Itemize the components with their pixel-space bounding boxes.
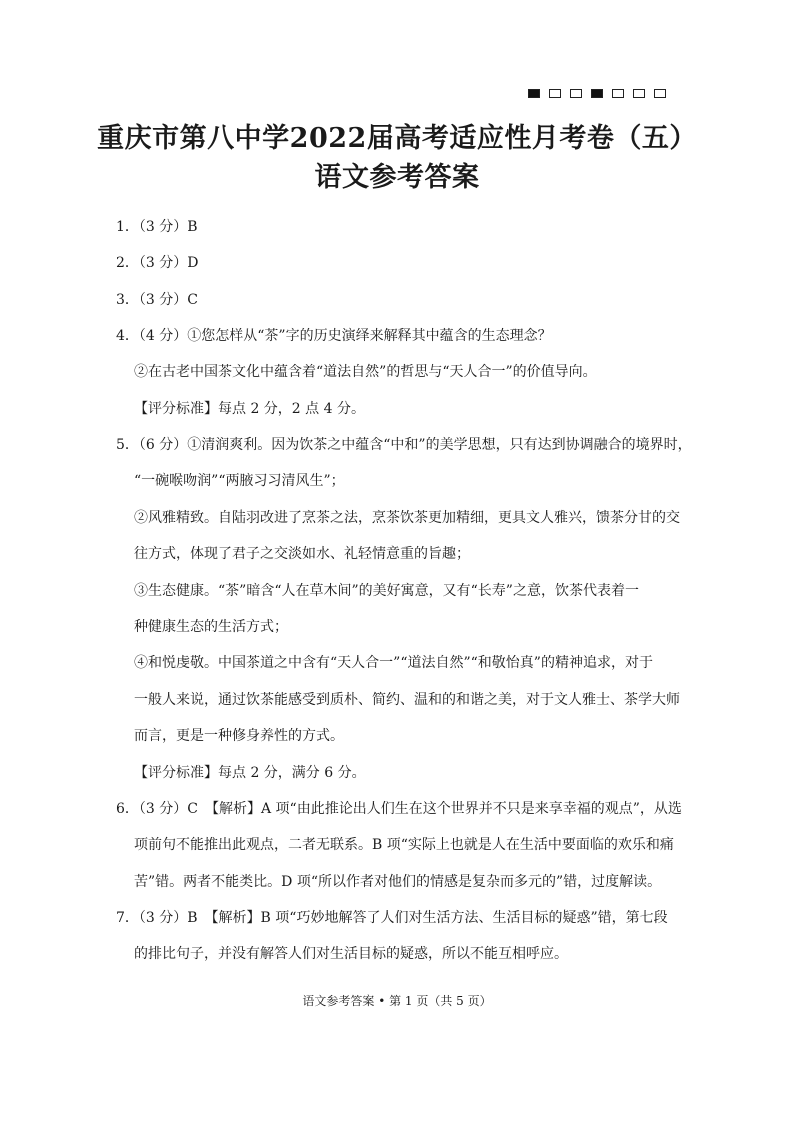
answer-line: 6．（3 分）C 【解析】A 项“由此推论出人们生在这个世界并不只是来享幸福的观点”，从选 xyxy=(116,801,682,817)
square-mark xyxy=(549,89,561,98)
answer-line: 5．（6 分）①清润爽利。因为饮茶之中蕴含“中和”的美学思想，只有达到协调融合的境界时， xyxy=(116,437,692,453)
answer-line: 7．（3 分）B 【解析】B 项“巧妙地解答了人们对生活方法、生活目标的疑惑”错，第七段 xyxy=(116,910,668,926)
answer-line: 的排比句子，并没有解答人们对生活目标的疑惑，所以不能互相呼应。 xyxy=(134,946,568,962)
scoring-line: 【评分标准】每点 2 分，满分 6 分。 xyxy=(134,765,366,781)
square-mark xyxy=(570,89,582,98)
answer-line: ③生态健康。“茶”暗含“人在草木间”的美好寓意，又有“长寿”之意，饮茶代表着一 xyxy=(134,583,639,599)
square-mark xyxy=(591,89,603,98)
answer-line: 种健康生态的生活方式； xyxy=(134,619,288,635)
answer-line: 项前句不能推出此观点，二者无联系。B 项“实际上也就是人在生活中要面临的欢乐和痛 xyxy=(134,837,674,853)
answer-line: ④和悦虔敬。中国茶道之中含有“天人合一”“道法自然”“和敬怡真”的精神追求，对于 xyxy=(134,655,653,671)
document-subtitle: 语文参考答案 xyxy=(314,162,480,193)
header-square-marks xyxy=(528,89,666,98)
answer-line: ②在古老中国茶文化中蕴含着“道法自然”的哲思与“天人合一”的价值导向。 xyxy=(134,364,597,380)
answer-line: 往方式，体现了君子之交淡如水、礼轻情意重的旨趣； xyxy=(134,546,470,562)
document-title: 重庆市第八中学2022届高考适应性月考卷（五） xyxy=(97,123,697,154)
answer-line: 4．（4 分）①您怎样从“茶”字的历史演绎来解释其中蕴含的生态理念？ xyxy=(116,328,552,344)
answer-line: ②风雅精致。自陆羽改进了烹茶之法，烹茶饮茶更加精细，更具文人雅兴，馈茶分甘的交 xyxy=(134,510,680,526)
answer-line: 而言，更是一种修身养性的方式。 xyxy=(134,728,344,744)
answer-line: “一碗喉吻润”“两腋习习清风生”； xyxy=(134,473,345,489)
answer-line: 2．（3 分）D xyxy=(116,255,199,271)
answer-line: 1．（3 分）B xyxy=(116,219,198,235)
square-mark xyxy=(612,89,624,98)
answer-line: 苦”错。两者不能类比。D 项“所以作者对他们的情感是复杂而多元的”错，过度解读。 xyxy=(134,874,662,890)
square-mark xyxy=(633,89,645,98)
square-mark xyxy=(654,89,666,98)
square-mark xyxy=(528,89,540,98)
page-footer: 语文参考答案 • 第 1 页（共 5 页） xyxy=(302,994,492,1008)
answer-line: 3．（3 分）C xyxy=(116,292,198,308)
scoring-line: 【评分标准】每点 2 分，2 点 4 分。 xyxy=(134,401,365,417)
answer-line: 一般人来说，通过饮茶能感受到质朴、简约、温和的和谐之美，对于文人雅士、茶学大师 xyxy=(134,692,680,708)
